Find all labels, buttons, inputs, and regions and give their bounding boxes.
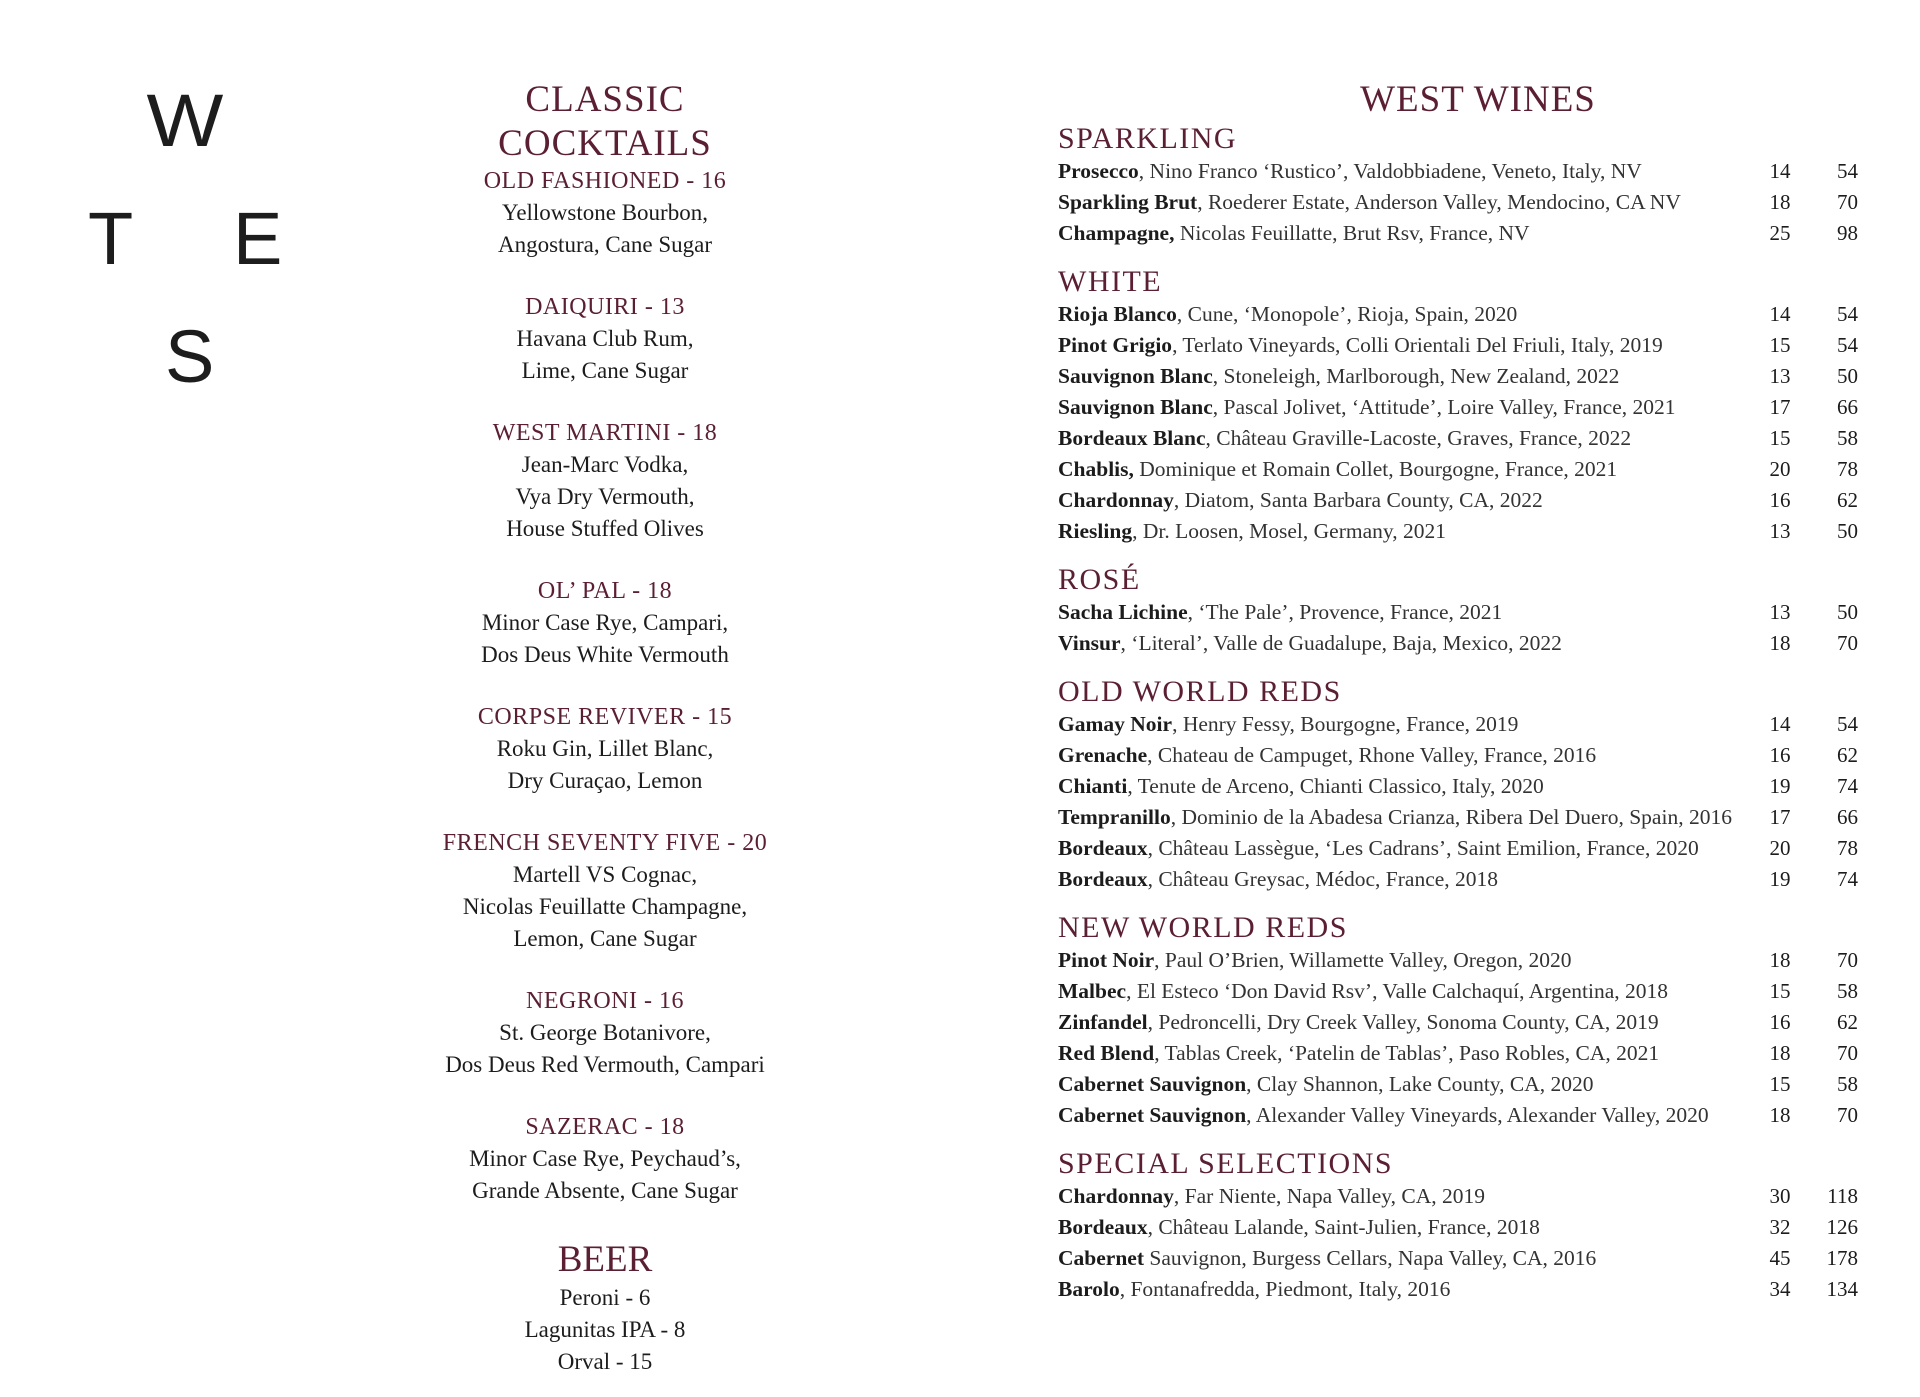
wine-row [1058, 1181, 1858, 1212]
bottle-price: 62 [1837, 743, 1858, 767]
wine-name: Sparkling Brut [1058, 190, 1198, 214]
wine-name: Chablis, [1058, 457, 1134, 481]
wine-description: , Pedroncelli, Dry Creek Valley, Sonoma County, CA, 2019 [1147, 1010, 1659, 1034]
wine-description: , Alexander Valley Vineyards, Alexander Valley, 2020 [1246, 1103, 1709, 1127]
wine-name: Vinsur [1058, 631, 1121, 655]
cocktail-name: OLD FASHIONED - 16 [483, 168, 727, 194]
cocktail-ingredients: Dry Curaçao, Lemon [507, 768, 703, 793]
cocktail-name: FRENCH SEVENTY FIVE - 20 [442, 830, 768, 856]
bottle-price: 134 [1826, 1277, 1858, 1301]
wine-name: Pinot Noir [1058, 948, 1155, 972]
wine-category-title: WHITE [1058, 265, 1163, 298]
glass-price: 18 [1769, 190, 1791, 214]
cocktail-ingredients: Roku Gin, Lillet Blanc, [496, 736, 714, 761]
wine-description: , Tenute de Arceno, Chianti Classico, Italy, 2020 [1127, 774, 1544, 798]
wine-category-title: SPECIAL SELECTIONS [1058, 1147, 1394, 1180]
bottle-price: 70 [1837, 1041, 1858, 1065]
beer-list [415, 1282, 795, 1378]
cocktail-name: NEGRONI - 16 [526, 988, 684, 1014]
glass-price: 19 [1769, 867, 1791, 891]
wine-name: Bordeaux [1058, 867, 1148, 891]
cocktail-ingredients: Lime, Cane Sugar [521, 358, 689, 383]
glass-price: 19 [1769, 774, 1791, 798]
wine-description: , Far Niente, Napa Valley, CA, 2019 [1173, 1184, 1485, 1208]
wine-row [1058, 516, 1858, 547]
wine-row [1058, 802, 1858, 833]
wine-name: Chardonnay [1058, 1184, 1174, 1208]
wine-description: , Château Lassègue, ‘Les Cadrans’, Saint Emilion, France, 2020 [1147, 836, 1699, 860]
bottle-price: 74 [1837, 867, 1858, 891]
wine-name: Rioja Blanco [1058, 302, 1177, 326]
cocktail-ingredients: Dos Deus White Vermouth [481, 642, 729, 667]
cocktail-item [415, 418, 795, 545]
cocktail-ingredients: House Stuffed Olives [506, 516, 704, 541]
wine-row [1058, 1038, 1858, 1069]
wine-description: Dominique et Romain Collet, Bourgogne, France, 2021 [1133, 457, 1618, 481]
bottle-price: 54 [1837, 333, 1858, 357]
bottle-price: 62 [1837, 488, 1858, 512]
wine-row [1058, 771, 1858, 802]
wine-description: , Pascal Jolivet, ‘Attitude’, Loire Valley, France, 2021 [1212, 395, 1676, 419]
bottle-price: 98 [1837, 221, 1858, 245]
bottle-price: 50 [1837, 600, 1858, 624]
glass-price: 16 [1769, 488, 1791, 512]
wine-row [1058, 218, 1858, 249]
bottle-price: 58 [1837, 979, 1858, 1003]
cocktail-ingredients: Minor Case Rye, Campari, [481, 610, 729, 635]
bottle-price: 62 [1837, 1010, 1858, 1034]
cocktail-name: WEST MARTINI - 18 [492, 420, 718, 446]
wine-description: , Fontanafredda, Piedmont, Italy, 2016 [1119, 1277, 1451, 1301]
wine-name: Bordeaux Blanc [1058, 426, 1206, 450]
bottle-price: 50 [1837, 519, 1858, 543]
wine-row [1058, 833, 1858, 864]
wine-name: Cabernet [1058, 1246, 1144, 1270]
wine-row [1058, 330, 1858, 361]
wine-description: , Dominio de la Abadesa Crianza, Ribera Del Duero, Spain, 2016 [1170, 805, 1732, 829]
wine-description: , Diatom, Santa Barbara County, CA, 2022 [1173, 488, 1543, 512]
wine-row [1058, 945, 1858, 976]
wine-name: Bordeaux [1058, 836, 1148, 860]
cocktail-item [415, 828, 795, 955]
cocktails-column [415, 78, 795, 1378]
cocktail-ingredients: St. George Botanivore, [499, 1020, 711, 1045]
wine-name: Sacha Lichine [1058, 600, 1188, 624]
bottle-price: 126 [1826, 1215, 1858, 1239]
glass-price: 13 [1769, 600, 1791, 624]
bottle-price: 70 [1837, 948, 1858, 972]
wine-description: , Chateau de Campuget, Rhone Valley, France, 2016 [1147, 743, 1597, 767]
wine-description: , Château Greysac, Médoc, France, 2018 [1147, 867, 1499, 891]
glass-price: 15 [1769, 333, 1791, 357]
wines-column [1058, 78, 1858, 1305]
glass-price: 45 [1769, 1246, 1791, 1270]
wine-row [1058, 156, 1858, 187]
wine-description: , Tablas Creek, ‘Patelin de Tablas’, Paso Robles, CA, 2021 [1154, 1041, 1660, 1065]
wine-name: Cabernet Sauvignon [1058, 1103, 1247, 1127]
wine-description: Nicolas Feuillatte, Brut Rsv, France, NV [1174, 221, 1530, 245]
bottle-price: 118 [1827, 1184, 1858, 1208]
bottle-price: 74 [1837, 774, 1858, 798]
cocktail-name: SAZERAC - 18 [525, 1114, 685, 1140]
glass-price: 18 [1769, 948, 1791, 972]
wine-row [1058, 709, 1858, 740]
beer-title: BEER [557, 1239, 653, 1280]
wine-row [1058, 1100, 1858, 1131]
glass-price: 34 [1769, 1277, 1791, 1301]
wine-description: , Dr. Loosen, Mosel, Germany, 2021 [1132, 519, 1446, 543]
wine-name: Red Blend [1058, 1041, 1155, 1065]
wine-description: , ‘The Pale’, Provence, France, 2021 [1187, 600, 1503, 624]
cocktail-item [415, 986, 795, 1081]
wine-description: , Henry Fessy, Bourgogne, France, 2019 [1172, 712, 1519, 736]
wine-description: , Clay Shannon, Lake County, CA, 2020 [1246, 1072, 1594, 1096]
cocktail-ingredients: Vya Dry Vermouth, [515, 484, 695, 509]
wine-row [1058, 392, 1858, 423]
wine-description: , Roederer Estate, Anderson Valley, Mendocino, CA NV [1197, 190, 1681, 214]
wine-row [1058, 976, 1858, 1007]
wine-row [1058, 1212, 1858, 1243]
logo-letter-w: W [146, 79, 224, 162]
wine-name: Cabernet Sauvignon [1058, 1072, 1247, 1096]
bottle-price: 178 [1826, 1246, 1858, 1270]
cocktail-name: DAIQUIRI - 13 [525, 294, 685, 320]
wine-row [1058, 864, 1858, 895]
cocktail-ingredients: Yellowstone Bourbon, [502, 200, 708, 225]
wine-name: Sauvignon Blanc [1058, 395, 1213, 419]
wine-description: , Stoneleigh, Marlborough, New Zealand, 2022 [1212, 364, 1620, 388]
cocktail-ingredients: Dos Deus Red Vermouth, Campari [445, 1052, 765, 1077]
wine-name: Grenache [1058, 743, 1148, 767]
glass-price: 18 [1769, 631, 1791, 655]
logo-letter-t: T [88, 197, 134, 280]
wine-row [1058, 1243, 1858, 1274]
bottle-price: 54 [1837, 712, 1858, 736]
wine-description: , Cune, ‘Monopole’, Rioja, Spain, 2020 [1176, 302, 1518, 326]
wine-category-title: ROSÉ [1058, 563, 1141, 596]
wine-row [1058, 454, 1858, 485]
wine-description: , Paul O’Brien, Willamette Valley, Oregon, 2020 [1154, 948, 1572, 972]
beer-item: Peroni - 6 [559, 1285, 651, 1310]
wine-row [1058, 628, 1858, 659]
glass-price: 17 [1769, 805, 1791, 829]
wine-name: Tempranillo [1058, 805, 1171, 829]
wine-name: Prosecco [1058, 159, 1139, 183]
cocktail-name: CORPSE REVIVER - 15 [477, 704, 733, 730]
wine-name: Malbec [1058, 979, 1127, 1003]
bottle-price: 50 [1837, 364, 1858, 388]
wine-row [1058, 187, 1858, 218]
glass-price: 32 [1769, 1215, 1791, 1239]
wine-name: Chianti [1058, 774, 1128, 798]
glass-price: 15 [1769, 426, 1791, 450]
logo-letter-s: S [165, 315, 215, 398]
bottle-price: 54 [1837, 302, 1858, 326]
wine-description: , Nino Franco ‘Rustico’, Valdobbiadene, Veneto, Italy, NV [1138, 159, 1642, 183]
wine-category-title: NEW WORLD REDS [1058, 911, 1348, 944]
cocktail-ingredients: Martell VS Cognac, [512, 862, 698, 887]
cocktail-item [415, 166, 795, 261]
cocktails-title: CLASSIC COCKTAILS [498, 79, 712, 164]
wine-category-title: OLD WORLD REDS [1058, 675, 1342, 708]
cocktail-ingredients: Jean-Marc Vodka, [521, 452, 689, 477]
wine-row [1058, 740, 1858, 771]
cocktail-item [415, 702, 795, 797]
wine-name: Gamay Noir [1058, 712, 1173, 736]
glass-price: 15 [1769, 1072, 1791, 1096]
cocktail-name: OL’ PAL - 18 [537, 578, 673, 604]
cocktail-item [415, 1112, 795, 1207]
wine-name: Riesling [1058, 519, 1133, 543]
wine-name: Pinot Grigio [1058, 333, 1173, 357]
logo-letter-e: E [233, 197, 283, 280]
wine-row [1058, 1069, 1858, 1100]
glass-price: 18 [1769, 1041, 1791, 1065]
wine-name: Champagne, [1058, 221, 1175, 245]
cocktail-item [415, 576, 795, 671]
glass-price: 20 [1769, 836, 1791, 860]
beer-item: Orval - 15 [557, 1349, 653, 1374]
bottle-price: 70 [1837, 631, 1858, 655]
wine-row [1058, 485, 1858, 516]
glass-price: 30 [1769, 1184, 1791, 1208]
bottle-price: 58 [1837, 1072, 1858, 1096]
wine-description: , Château Graville-Lacoste, Graves, France, 2022 [1205, 426, 1632, 450]
glass-price: 16 [1769, 743, 1791, 767]
cocktail-ingredients: Nicolas Feuillatte Champagne, [462, 894, 748, 919]
wine-description: , ‘Literal’, Valle de Guadalupe, Baja, Mexico, 2022 [1120, 631, 1562, 655]
cocktail-ingredients: Minor Case Rye, Peychaud’s, [469, 1146, 741, 1171]
wine-description: , Château Lalande, Saint-Julien, France, 2018 [1147, 1215, 1540, 1239]
glass-price: 20 [1769, 457, 1791, 481]
glass-price: 13 [1769, 364, 1791, 388]
bottle-price: 70 [1837, 1103, 1858, 1127]
wine-name: Bordeaux [1058, 1215, 1148, 1239]
wine-row [1058, 299, 1858, 330]
cocktail-ingredients: Grande Absente, Cane Sugar [472, 1178, 738, 1203]
wine-name: Barolo [1058, 1277, 1120, 1301]
cocktail-list [415, 166, 795, 1207]
glass-price: 14 [1769, 159, 1791, 183]
wine-description: , Terlato Vineyards, Colli Orientali Del Friuli, Italy, 2019 [1172, 333, 1663, 357]
wine-description: , El Esteco ‘Don David Rsv’, Valle Calchaquí, Argentina, 2018 [1126, 979, 1669, 1003]
beer-item: Lagunitas IPA - 8 [524, 1317, 686, 1342]
glass-price: 14 [1769, 302, 1791, 326]
cocktail-item [415, 292, 795, 387]
wine-name: Chardonnay [1058, 488, 1174, 512]
wine-row [1058, 361, 1858, 392]
wine-row [1058, 597, 1858, 628]
wine-category-title: SPARKLING [1058, 122, 1238, 155]
wine-row [1058, 1274, 1858, 1305]
glass-price: 16 [1769, 1010, 1791, 1034]
bottle-price: 66 [1837, 395, 1858, 419]
bottle-price: 54 [1837, 159, 1858, 183]
cocktail-ingredients: Angostura, Cane Sugar [498, 232, 712, 257]
glass-price: 18 [1769, 1103, 1791, 1127]
bottle-price: 70 [1837, 190, 1858, 214]
wine-row [1058, 1007, 1858, 1038]
glass-price: 17 [1769, 395, 1791, 419]
wine-list [1058, 122, 1858, 1305]
wine-name: Sauvignon Blanc [1058, 364, 1213, 388]
cocktail-ingredients: Havana Club Rum, [516, 326, 694, 351]
glass-price: 25 [1769, 221, 1791, 245]
bottle-price: 78 [1837, 457, 1858, 481]
glass-price: 15 [1769, 979, 1791, 1003]
glass-price: 14 [1769, 712, 1791, 736]
wines-title: WEST WINES [1360, 79, 1596, 120]
wine-description: Sauvignon, Burgess Cellars, Napa Valley, CA, 2016 [1143, 1246, 1597, 1270]
bottle-price: 66 [1837, 805, 1858, 829]
glass-price: 13 [1769, 519, 1791, 543]
wine-row [1058, 423, 1858, 454]
bottle-price: 58 [1837, 426, 1858, 450]
cocktail-ingredients: Lemon, Cane Sugar [513, 926, 697, 951]
wine-name: Zinfandel [1058, 1010, 1148, 1034]
bottle-price: 78 [1837, 836, 1858, 860]
